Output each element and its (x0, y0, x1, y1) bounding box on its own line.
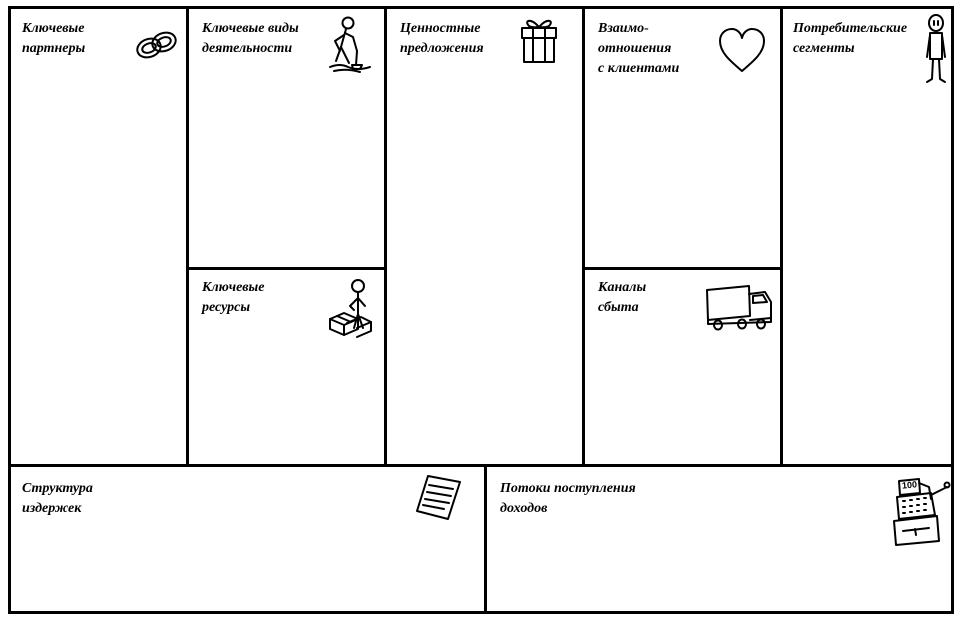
revenue-streams-title: Потоки поступления доходов (500, 481, 636, 516)
key-resources-title: Ключевые ресурсы (202, 280, 265, 315)
revenue-streams-block (484, 464, 954, 614)
gift-icon (518, 15, 560, 65)
customer-segments-block (780, 6, 954, 470)
channels-title: Каналы сбыта (598, 280, 647, 315)
price-tag-icon (414, 473, 464, 523)
value-propositions-block (384, 6, 585, 470)
key-partners-title: Ключевые партнеры (22, 21, 86, 56)
standing-person-icon (923, 13, 949, 87)
key-partners-block (8, 6, 189, 470)
value-propositions-title: Ценностные предложения (400, 21, 484, 56)
key-resources-block (186, 267, 387, 470)
channels-block (582, 267, 783, 470)
truck-icon (705, 280, 773, 332)
person-with-boxes-icon (327, 276, 377, 342)
customer-segments-title: Потребительские сегменты (793, 21, 908, 56)
rings-icon (134, 27, 180, 61)
customer-relationships-block (582, 6, 783, 273)
key-activities-block (186, 6, 387, 273)
digging-person-icon (326, 15, 372, 73)
cost-structure-title: Структура издержек (22, 481, 93, 516)
key-activities-title: Ключевые виды деятельности (202, 21, 299, 56)
cash-register-icon (889, 471, 951, 547)
heart-icon (717, 27, 767, 75)
customer-relationships-title: Взаимо- отношения с клиентами (598, 21, 680, 76)
register-display: 100 (901, 479, 918, 491)
cost-structure-block (8, 464, 490, 614)
